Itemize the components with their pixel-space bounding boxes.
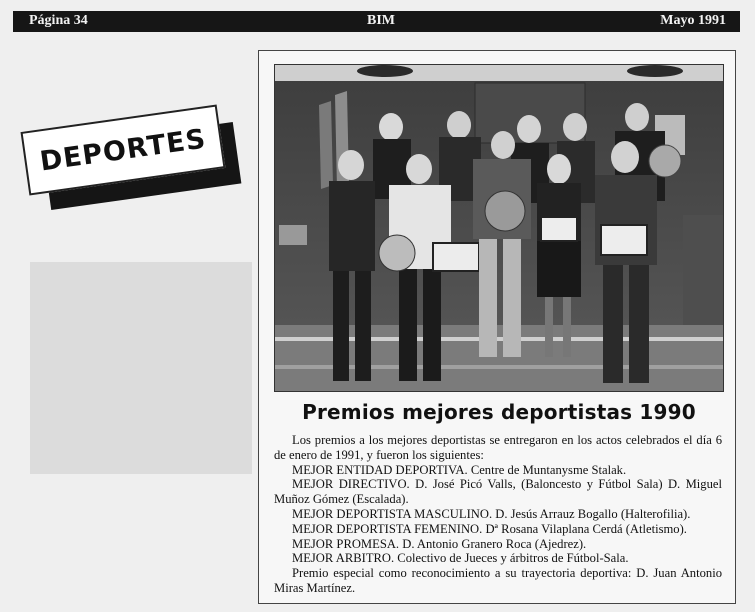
issue-date: Mayo 1991 — [660, 13, 726, 28]
article-title: Premios mejores deportistas 1990 — [302, 400, 696, 424]
page-header — [13, 11, 740, 32]
award-item: MEJOR DEPORTISTA FEMENINO. Dª Rosana Vilaplana Cerdá (Atletismo). — [292, 521, 687, 536]
special-award: Premio especial como reconocimiento a su trayectoria deportiva: D. Juan Antonio Miras Martínez. — [274, 566, 722, 595]
article-intro: Los premios a los mejores deportistas se entregaron en los actos celebrados el día 6 de enero de 1991, y fueron los siguientes: — [274, 433, 722, 462]
award-group-photo — [274, 64, 724, 392]
award-item: MEJOR DEPORTISTA MASCULINO. D. Jesús Arrauz Bogallo (Halterofilia). — [292, 506, 691, 521]
award-item: MEJOR ARBITRO. Colectivo de Jueces y árbitros de Fútbol-Sala. — [292, 551, 629, 566]
award-item: MEJOR PROMESA. D. Antonio Granero Roca (Ajedrez). — [292, 536, 587, 551]
page-number: Página 34 — [29, 13, 88, 28]
section-label-text: DEPORTES — [37, 122, 209, 178]
article-body — [274, 433, 722, 596]
publication-name: BIM — [367, 13, 395, 28]
award-item: MEJOR DIRECTIVO. D. José Picó Valls, (Baloncesto y Fútbol Sala) D. Miguel Muñoz Gómez (Escalada). — [274, 477, 722, 507]
group-photo-illustration — [275, 65, 724, 392]
bleed-through-photo — [30, 262, 252, 474]
award-item: MEJOR ENTIDAD DEPORTIVA. Centre de Muntanysme Stalak. — [292, 462, 627, 477]
